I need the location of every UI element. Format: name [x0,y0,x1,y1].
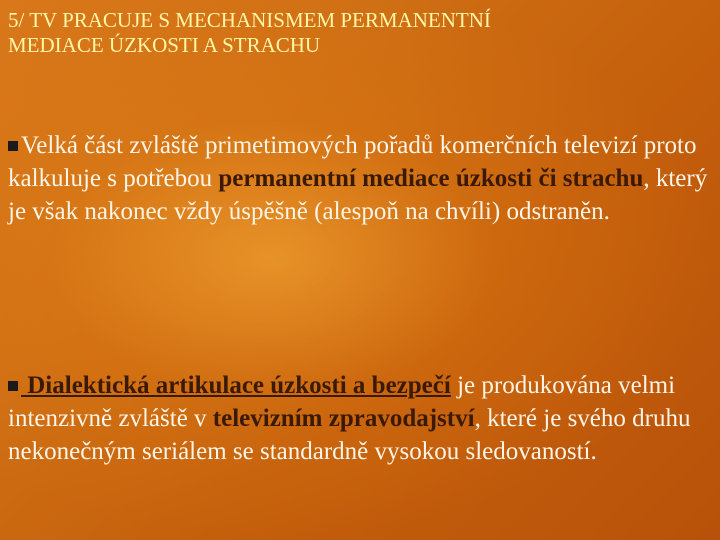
bullet-paragraph-2 [8,369,708,468]
paragraph-1-text-before: Velká část zvláště primetimových pořadů komerčních televizí proto kalkuluje s potřebou [8,132,697,192]
square-bullet-icon [8,381,18,391]
paragraph-1-text-after: , který je však nakonec vždy úspěšně (alespoň na chvíli) odstraněn. [8,165,708,225]
paragraph-2-emphasis-underlined: Dialektická artikulace úzkosti a bezpečí [21,372,451,399]
paragraph-2-text-after: , které je svého druhu nekonečným seriálem se standardně vysokou sledovaností. [8,405,691,465]
slide-title-line-2: MEDIACE ÚZKOSTI A STRACHU [8,33,321,57]
slide-title-line-1: 5/ TV PRACUJE S MECHANISMEM PERMANENTNÍ [8,8,491,32]
slide-title [8,8,708,58]
bullet-paragraph-1 [8,129,708,228]
paragraph-2-text-middle: je produkována velmi intenzivně zvláště v [8,372,676,432]
paragraph-2-emphasis: televizním zpravodajství [212,405,475,432]
paragraph-1-emphasis: permanentní mediace úzkosti či strachu [218,165,644,192]
square-bullet-icon [8,141,18,151]
